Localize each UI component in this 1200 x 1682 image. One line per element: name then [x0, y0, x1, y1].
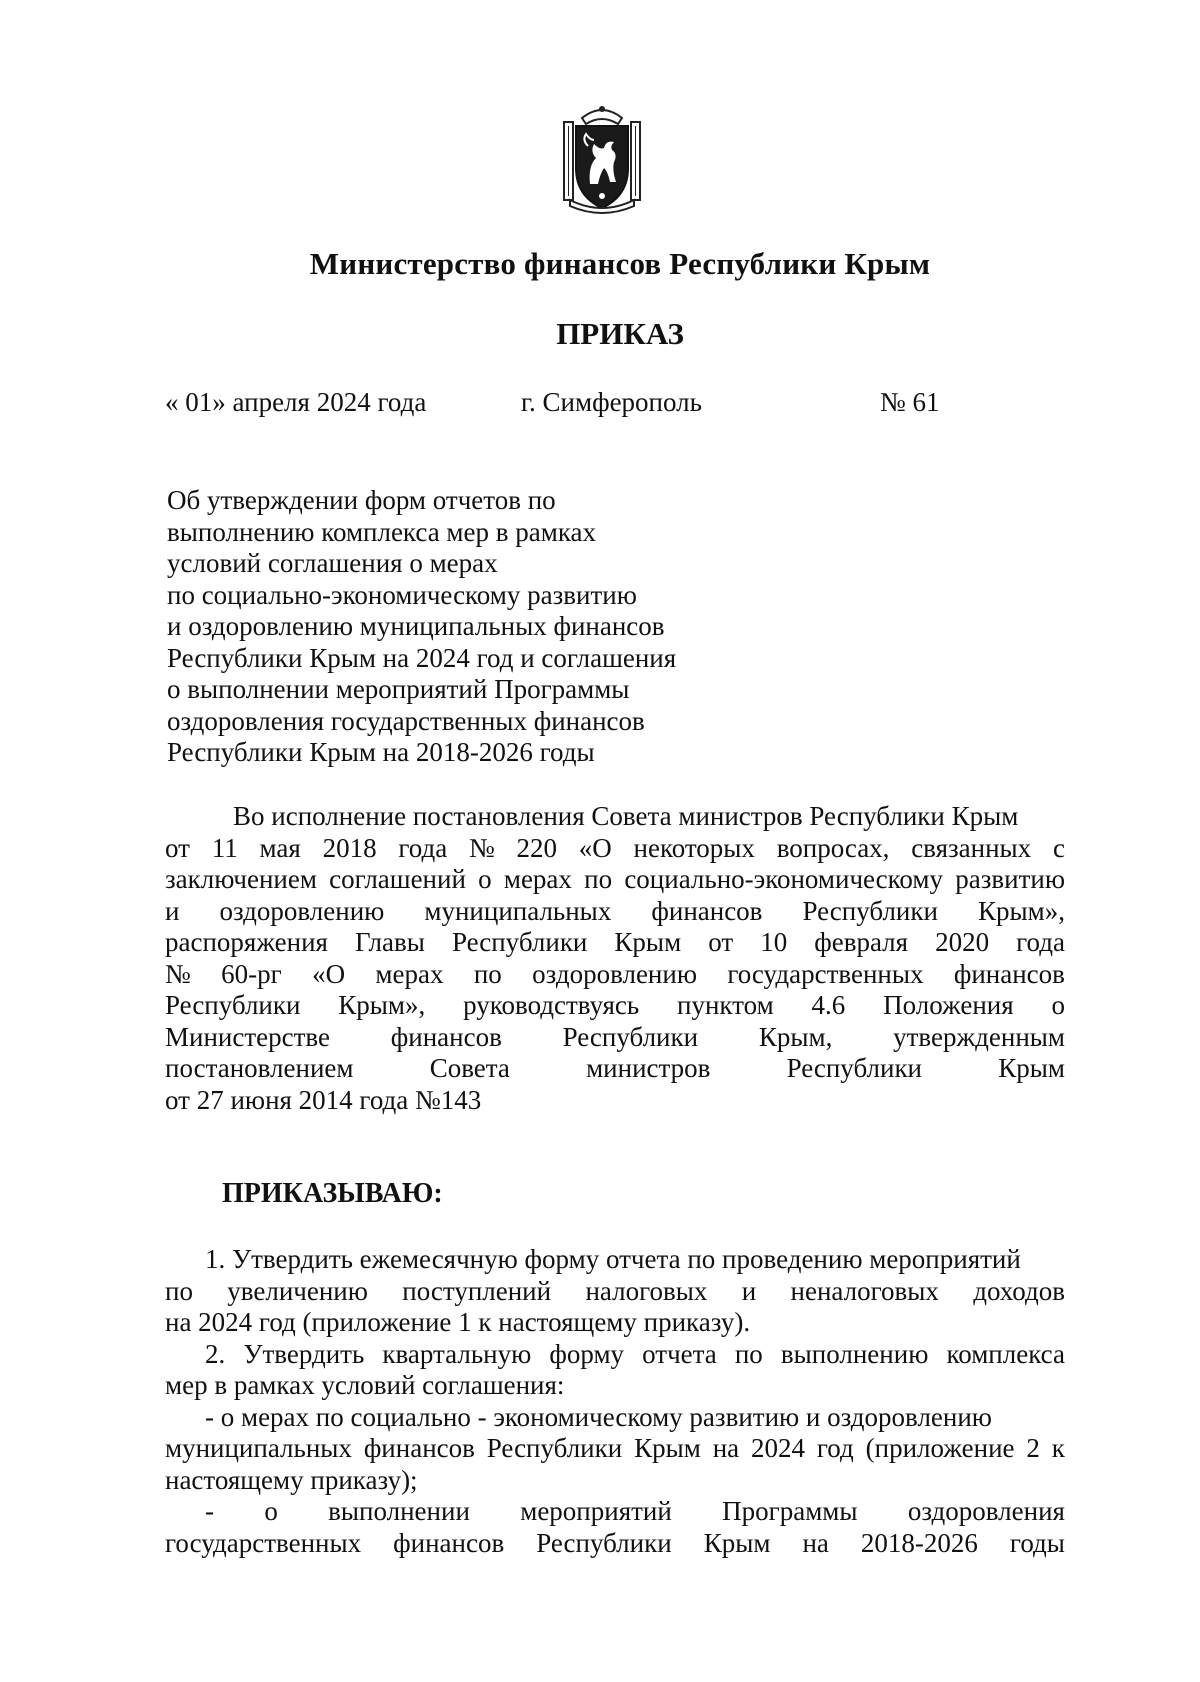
- word: Крым: [634, 1433, 701, 1463]
- word: по: [473, 958, 502, 989]
- word: по: [734, 1338, 763, 1369]
- word: Республики: [802, 895, 938, 926]
- preamble-line: [165, 1053, 1065, 1085]
- word: Министерстве: [165, 1021, 330, 1052]
- word: Крым»,: [977, 895, 1065, 926]
- word: форму: [549, 1338, 625, 1369]
- subject-line: по социально-экономическому развитию: [167, 579, 637, 610]
- order-items: [165, 1244, 1065, 1559]
- word: Совета: [429, 1053, 510, 1083]
- bullet-2-line: [165, 1528, 1065, 1560]
- subject-line: и оздоровлению муниципальных финансов: [167, 611, 665, 641]
- word: отчета: [642, 1338, 717, 1369]
- word: на: [802, 1527, 829, 1558]
- word: некоторых: [633, 832, 755, 863]
- word: №: [468, 832, 495, 863]
- word: о: [1051, 990, 1065, 1020]
- word: «О: [312, 958, 346, 989]
- word: о: [478, 864, 492, 894]
- subject-line: Республики Крым на 2024 год и соглашения: [167, 642, 677, 673]
- subject-line: оздоровления государственных финансов: [167, 705, 645, 736]
- word: финансов: [363, 1433, 475, 1463]
- directive-heading: ПРИКАЗЫВАЮ:: [222, 1178, 443, 1209]
- word: Крым: [703, 1527, 771, 1558]
- word: 2018-2026: [860, 1527, 978, 1558]
- word: финансов: [953, 958, 1065, 989]
- word: развитию: [955, 864, 1065, 894]
- bullet-2-line: [165, 1496, 1065, 1528]
- word: «О: [578, 832, 612, 863]
- item-1-line: на 2024 год (приложение 1 к настоящему приказу).: [165, 1307, 751, 1337]
- preamble-line: [165, 959, 1065, 991]
- bullet-1-line: [165, 1433, 1065, 1465]
- word: по: [165, 1275, 193, 1306]
- coat-of-arms-icon: [560, 100, 644, 216]
- word: Республики: [451, 927, 588, 957]
- preamble-line: [165, 833, 1065, 865]
- word: 2.: [205, 1338, 226, 1369]
- word: Республики: [562, 1021, 699, 1052]
- word: мая: [259, 832, 301, 863]
- order-number: № 61: [880, 387, 940, 417]
- word: Крым»,: [338, 990, 426, 1020]
- word: финансов: [651, 895, 763, 926]
- word: года: [1016, 927, 1065, 957]
- preamble-line: [165, 990, 1065, 1022]
- bullet-1-line: настоящему приказу);: [165, 1464, 418, 1495]
- word: неналоговых: [790, 1275, 939, 1306]
- preamble-line: Во исполнение постановления Совета министров Республики Крым: [233, 801, 1019, 831]
- word: 2020: [935, 927, 990, 957]
- word: выполнении: [328, 1496, 470, 1526]
- word: государственных: [165, 1527, 362, 1558]
- word: муниципальных: [165, 1433, 352, 1463]
- word: с: [1052, 832, 1065, 863]
- subject-line: условий соглашения о мерах: [167, 548, 498, 578]
- preamble-line: [165, 896, 1065, 928]
- preamble-line: [165, 1022, 1065, 1054]
- word: оздоровлению: [532, 958, 697, 989]
- word: Республики: [786, 1053, 923, 1083]
- word: налоговых: [585, 1275, 708, 1306]
- ministry-title: Министерство финансов Республики Крым: [309, 246, 931, 281]
- word: 2024: [751, 1433, 806, 1463]
- word: заключением: [165, 864, 317, 894]
- preamble-line: от 27 июня 2014 года №143: [165, 1084, 482, 1115]
- word: связанных: [911, 832, 1032, 863]
- word: мерах: [503, 864, 572, 894]
- word: оздоровления: [907, 1496, 1065, 1526]
- word: 60-рг: [221, 958, 282, 989]
- word: оздоровлению: [219, 895, 385, 926]
- word: Республики: [536, 1527, 672, 1558]
- word: и: [741, 1275, 757, 1306]
- preamble-line: [165, 864, 1065, 896]
- word: февраля: [814, 927, 909, 957]
- word: (приложение: [865, 1433, 1015, 1463]
- word: министров: [586, 1053, 711, 1083]
- word: 2018: [322, 832, 377, 863]
- word: финансов: [390, 1021, 502, 1052]
- word: Программы: [722, 1496, 858, 1526]
- word: пунктом: [677, 990, 774, 1020]
- word: государственных: [727, 958, 924, 989]
- word: Крым: [614, 927, 682, 957]
- word: финансов: [393, 1527, 505, 1558]
- word: поступлений: [402, 1275, 552, 1306]
- item-2-line: [165, 1339, 1065, 1371]
- word: квартальную: [382, 1338, 532, 1369]
- word: муниципальных: [424, 895, 612, 926]
- word: Республики: [165, 990, 301, 1020]
- subject-line: выполнению комплекса мер в рамках: [167, 516, 597, 547]
- word: Утвердить: [243, 1338, 365, 1369]
- word: 11: [211, 832, 238, 863]
- word: 220: [516, 832, 557, 863]
- word: годы: [1009, 1527, 1065, 1558]
- order-date: « 01» апреля 2024 года: [165, 387, 427, 417]
- word: руководствуясь: [463, 990, 640, 1020]
- word: от: [165, 832, 190, 863]
- word: выполнению: [780, 1338, 929, 1369]
- word: года: [398, 832, 448, 863]
- word: соглашений: [329, 864, 466, 894]
- word: Крым,: [758, 1021, 833, 1052]
- word: год: [816, 1433, 854, 1463]
- word: доходов: [973, 1275, 1065, 1306]
- word: Республики: [486, 1433, 623, 1463]
- word: постановлением: [165, 1053, 354, 1083]
- word: распоряжения: [165, 927, 328, 957]
- word: от: [708, 927, 734, 957]
- word: утвержденным: [893, 1021, 1065, 1052]
- order-city: г. Симферополь: [521, 387, 702, 417]
- subject-line: Республики Крым на 2018-2026 годы: [167, 737, 595, 767]
- word: 10: [760, 927, 788, 957]
- word: мерах: [375, 958, 444, 989]
- preamble-line: [165, 927, 1065, 959]
- word: Положения: [883, 990, 1014, 1020]
- order-subject: [167, 485, 676, 769]
- preamble-paragraph: [165, 801, 1065, 1116]
- word: комплекса: [946, 1338, 1065, 1369]
- subject-line: о выполнении мероприятий Программы: [167, 674, 630, 704]
- word: 2: [1026, 1433, 1040, 1463]
- word: -: [205, 1496, 214, 1526]
- word: и: [165, 895, 180, 926]
- word: к: [1051, 1433, 1065, 1463]
- word: Главы: [354, 927, 425, 957]
- bullet-1-line: - о мерах по социально - экономическому развитию и оздоровлению: [205, 1401, 992, 1432]
- word: мероприятий: [520, 1496, 672, 1526]
- word: о: [264, 1496, 278, 1526]
- item-1-line: 1. Утвердить ежемесячную форму отчета по проведению мероприятий: [205, 1244, 1021, 1274]
- document-type: ПРИКАЗ: [556, 316, 684, 351]
- word: Крым: [998, 1053, 1065, 1083]
- word: увеличению: [227, 1275, 368, 1306]
- word: №: [165, 958, 191, 989]
- word: социально-экономическому: [624, 864, 943, 894]
- word: вопросах,: [776, 832, 890, 863]
- word: на: [712, 1433, 740, 1463]
- item-1-line: [165, 1276, 1065, 1308]
- word: 4.6: [811, 990, 846, 1020]
- word: по: [584, 864, 613, 894]
- item-2-line: мер в рамках условий соглашения:: [165, 1370, 565, 1400]
- subject-line: Об утверждении форм отчетов по: [167, 485, 556, 515]
